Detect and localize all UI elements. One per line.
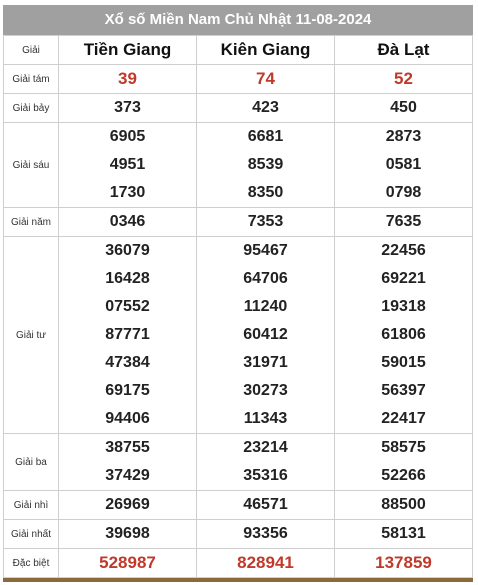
prize-column-header: Giải — [4, 36, 59, 65]
winning-number: 0581 — [385, 156, 422, 173]
winning-number: 94406 — [105, 410, 150, 427]
winning-number: 11240 — [243, 298, 288, 315]
prize-row-giai-ba — [4, 434, 473, 491]
prize-label: Giải bảy — [4, 94, 59, 123]
winning-number: 52 — [394, 69, 413, 88]
winning-number: 828941 — [237, 553, 294, 572]
result-cell-tien-giang — [59, 123, 197, 208]
winning-number: 64706 — [243, 270, 288, 287]
prize-label: Giải tư — [4, 237, 59, 434]
winning-number: 61806 — [381, 326, 426, 343]
prize-row-dac-biet — [4, 549, 473, 578]
result-cell-da-lat — [335, 549, 473, 578]
winning-number: 07552 — [105, 298, 150, 315]
result-cell-tien-giang — [59, 65, 197, 94]
winning-number: 4951 — [109, 156, 146, 173]
result-cell-kien-giang — [197, 94, 335, 123]
winning-number: 69175 — [105, 382, 150, 399]
winning-number: 30273 — [243, 382, 288, 399]
result-cell-tien-giang — [59, 237, 197, 434]
prize-label: Giải sáu — [4, 123, 59, 208]
winning-number: 69221 — [381, 270, 426, 287]
prize-label: Giải năm — [4, 208, 59, 237]
result-cell-tien-giang — [59, 520, 197, 549]
result-cell-da-lat — [335, 434, 473, 491]
winning-number: 58575 — [381, 439, 426, 456]
prize-row-giai-nhi — [4, 491, 473, 520]
winning-number: 35316 — [243, 467, 288, 484]
prize-row-giai-nhat — [4, 520, 473, 549]
winning-number: 22456 — [381, 242, 426, 259]
result-cell-da-lat — [335, 491, 473, 520]
prize-row-giai-tu — [4, 237, 473, 434]
winning-number: 58131 — [381, 525, 426, 542]
winning-number: 95467 — [243, 242, 288, 259]
winning-number: 6905 — [109, 128, 146, 145]
result-cell-kien-giang — [197, 237, 335, 434]
winning-number: 56397 — [381, 382, 426, 399]
winning-number: 23214 — [243, 439, 288, 456]
winning-number: 450 — [390, 99, 417, 116]
prize-row-giai-bay — [4, 94, 473, 123]
result-cell-da-lat — [335, 237, 473, 434]
results-table — [3, 35, 473, 578]
province-header-da-lat[interactable]: Đà Lạt — [335, 36, 473, 65]
winning-number: 6681 — [247, 128, 284, 145]
winning-number: 11343 — [243, 410, 288, 427]
winning-number: 0798 — [385, 184, 422, 201]
result-cell-tien-giang — [59, 549, 197, 578]
winning-number: 37429 — [105, 467, 150, 484]
prize-label: Đặc biệt — [4, 549, 59, 578]
result-cell-da-lat — [335, 520, 473, 549]
winning-number: 46571 — [243, 496, 288, 513]
winning-number: 19318 — [381, 298, 426, 315]
winning-number: 8539 — [247, 156, 284, 173]
result-cell-tien-giang — [59, 208, 197, 237]
result-cell-kien-giang — [197, 491, 335, 520]
winning-number: 36079 — [105, 242, 150, 259]
winning-number: 60412 — [243, 326, 288, 343]
result-cell-da-lat — [335, 208, 473, 237]
result-cell-kien-giang — [197, 65, 335, 94]
winning-number: 47384 — [105, 354, 150, 371]
winning-number: 7353 — [247, 213, 284, 230]
result-cell-da-lat — [335, 65, 473, 94]
winning-number: 22417 — [381, 410, 426, 427]
winning-number: 74 — [256, 69, 275, 88]
winning-number: 26969 — [105, 496, 150, 513]
result-cell-kien-giang — [197, 123, 335, 208]
header-row — [4, 36, 473, 65]
bottom-bar — [3, 578, 473, 582]
page-title: Xổ số Miền Nam Chủ Nhật 11-08-2024 — [3, 5, 473, 35]
winning-number: 38755 — [105, 439, 150, 456]
winning-number: 31971 — [243, 354, 288, 371]
winning-number: 93356 — [243, 525, 288, 542]
result-cell-tien-giang — [59, 434, 197, 491]
winning-number: 39698 — [105, 525, 150, 542]
result-cell-tien-giang — [59, 94, 197, 123]
result-cell-kien-giang — [197, 549, 335, 578]
winning-number: 137859 — [375, 553, 432, 572]
prize-label: Giải tám — [4, 65, 59, 94]
winning-number: 0346 — [109, 213, 146, 230]
result-cell-tien-giang — [59, 491, 197, 520]
province-header-kien-giang[interactable]: Kiên Giang — [197, 36, 335, 65]
winning-number: 59015 — [381, 354, 426, 371]
result-cell-kien-giang — [197, 520, 335, 549]
prize-row-giai-nam — [4, 208, 473, 237]
prize-row-giai-tam — [4, 65, 473, 94]
winning-number: 2873 — [385, 128, 422, 145]
winning-number: 7635 — [385, 213, 422, 230]
winning-number: 373 — [114, 99, 141, 116]
result-cell-kien-giang — [197, 434, 335, 491]
prize-label: Giải ba — [4, 434, 59, 491]
prize-label: Giải nhất — [4, 520, 59, 549]
result-cell-da-lat — [335, 94, 473, 123]
winning-number: 16428 — [105, 270, 150, 287]
winning-number: 87771 — [105, 326, 150, 343]
prize-row-giai-sau — [4, 123, 473, 208]
result-cell-kien-giang — [197, 208, 335, 237]
winning-number: 1730 — [109, 184, 146, 201]
winning-number: 39 — [118, 69, 137, 88]
winning-number: 8350 — [247, 184, 284, 201]
province-header-tien-giang[interactable]: Tiền Giang — [59, 36, 197, 65]
winning-number: 423 — [252, 99, 279, 116]
results-panel — [3, 5, 473, 582]
winning-number: 528987 — [99, 553, 156, 572]
winning-number: 52266 — [381, 467, 426, 484]
result-cell-da-lat — [335, 123, 473, 208]
winning-number: 88500 — [381, 496, 426, 513]
prize-label: Giải nhì — [4, 491, 59, 520]
